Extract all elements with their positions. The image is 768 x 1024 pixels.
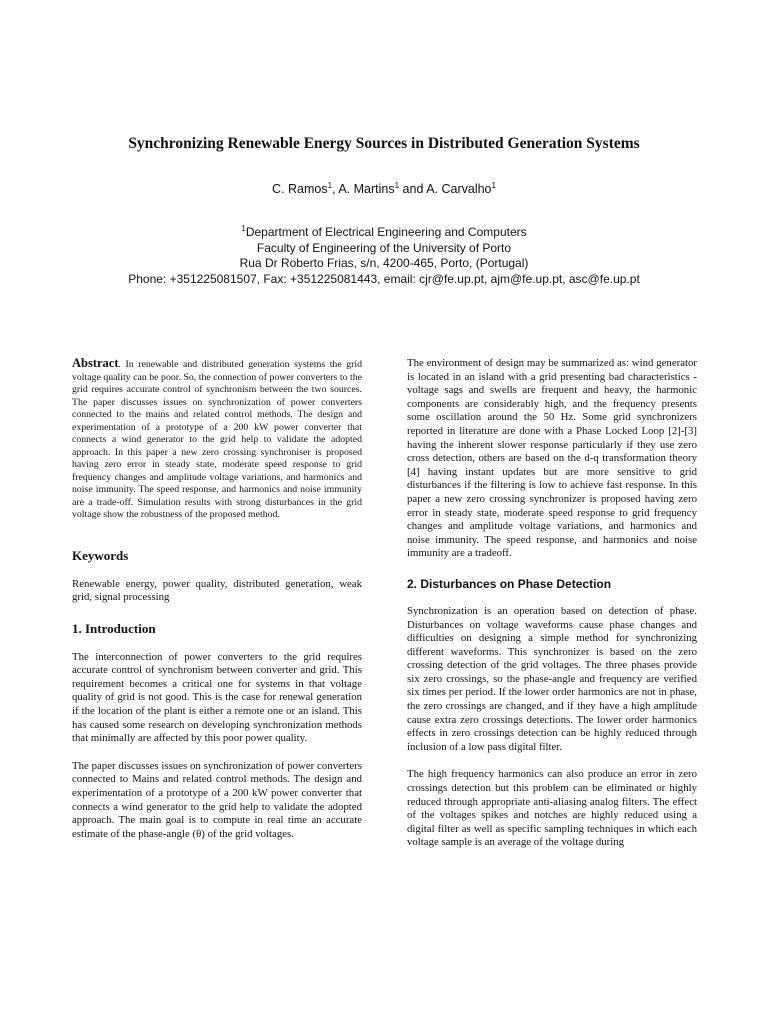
author-name: A. Carvalho: [426, 182, 492, 196]
affiliation-address: Rua Dr Roberto Frias, s/n, 4200-465, Porto, (Portugal): [239, 256, 529, 270]
body-paragraph: The environment of design may be summarized as: wind generator is located in an island with a grid presenting bad characteristics - voltage sags and swells are frequent and heavy, the harmonic components are considerably high, and the frequency presents some oscillation around the 50 Hz. Some grid synchronizers reported in literature are done with a Phase Locked Loop [2]-[3] having the inherent slower response particularly if they use zero cross detection, others are based on the d-q transformation theory [4] having instant updates but are more sensitive to grid disturbances if the filtering is low to achieve fast response. In this paper a new zero crossing synchronizer is proposed having zero error in steady state, moderate speed response to grid frequency changes and amplitude voltage variations, and harmonics and noise immunity. The speed response, and harmonics and noise immunity are a tradeoff.: [407, 357, 697, 560]
author-separator: ,: [332, 182, 339, 196]
abstract-heading: Abstract: [72, 356, 119, 370]
abstract-text: . In renewable and distributed generation systems the grid voltage quality can be poor. So, the connection of power converters to the grid requires accurate control of synchronism between the two sources. The paper discusses issues on synchronization of power converters connected to the mains and related control methods. The design and experimentation of a prototype of a 200 kW power converter that connects a wind generator to the grid help to validate the adopted approach. In this paper a new zero crossing synchroniser is proposed having zero error in steady state, moderate speed response to grid frequency changes and amplitude voltage variations, and harmonics and noise immunity. The speed response, and harmonics and noise immunity are a trade-off. Simulation results with strong disturbances in the grid voltage show the robustness of the proposed method.: [72, 359, 362, 520]
body-paragraph: The high frequency harmonics can also produce an error in zero crossings detection but this problem can be eliminated or highly reduced through appropriate anti-aliasing analog filters. The effect of the voltages spikes and notches are highly reduced using a digital filter as well as specific sampling techniques in which each voltage sample is an average of the voltage during: [407, 768, 697, 849]
introduction-heading: 1. Introduction: [72, 620, 156, 636]
author-affiliation-mark: 1: [394, 180, 400, 190]
affiliation-mark: 1: [241, 224, 246, 233]
author-affiliation-mark: 1: [327, 180, 333, 190]
affiliation-line: Department of Electrical Engineering and Computers: [245, 225, 527, 239]
affiliation-department: [0, 225, 768, 241]
introduction-paragraph: The interconnection of power converters to the grid requires accurate control of synchronism between converter and grid. This requirement becomes a critical one for systems in that voltage quality of grid is not good. This is the case for renewal generation if the location of the plant is either a remote one or an island. This has caused some research on developing synchronization methods that minimally are affected by this poor power quality.: [72, 650, 362, 745]
author-separator: and: [399, 182, 427, 196]
introduction-paragraph: The paper discusses issues on synchronization of power converters connected to Mains and related control methods. The design and experimentation of a prototype of a 200 kW power converter that connects a wind generator to the grid help to validate the adopted approach. The main goal is to compute in real time an accurate estimate of the phase-angle (θ) of the grid voltages.: [72, 759, 362, 840]
left-column: [72, 357, 362, 841]
body-paragraph: Synchronization is an operation based on detection of phase. Disturbances on voltage waveforms cause phase changes and difficulties on designing a simple method for synchronizing different waveforms. This synchronizer is based on the zero crossing detection of the grid voltages. The three phases provide six zero crossings, so the phase-angle and frequency are verified six times per period. If the lower order harmonics are not in phase, the zero crossings are changed, and if they have a high amplitude cause extra zero crossings detections. The lower order harmonics effects in zero crossings detection can be highly reduced through inclusion of a low pass digital filter.: [407, 604, 697, 753]
right-column: [407, 357, 697, 850]
keywords-text: Renewable energy, power quality, distributed generation, weak grid, signal processing: [72, 577, 362, 604]
keywords-heading: Keywords: [72, 547, 129, 563]
affiliation-contact: Phone: +351225081507, Fax: +351225081443, email: cjr@fe.up.pt, ajm@fe.up.pt, asc@fe.up.pt: [128, 271, 640, 286]
author-name: C. Ramos: [272, 182, 328, 196]
section-heading: 2. Disturbances on Phase Detection: [407, 576, 612, 591]
author-list: [0, 182, 768, 196]
affiliation-faculty: Faculty of Engineering of the University of Porto: [256, 240, 512, 255]
paper-title: Synchronizing Renewable Energy Sources in Distributed Generation Systems: [128, 135, 640, 152]
author-affiliation-mark: 1: [491, 180, 496, 190]
affiliation-block: [0, 225, 768, 287]
author-name: A. Martins: [338, 182, 395, 196]
abstract: [72, 357, 362, 522]
